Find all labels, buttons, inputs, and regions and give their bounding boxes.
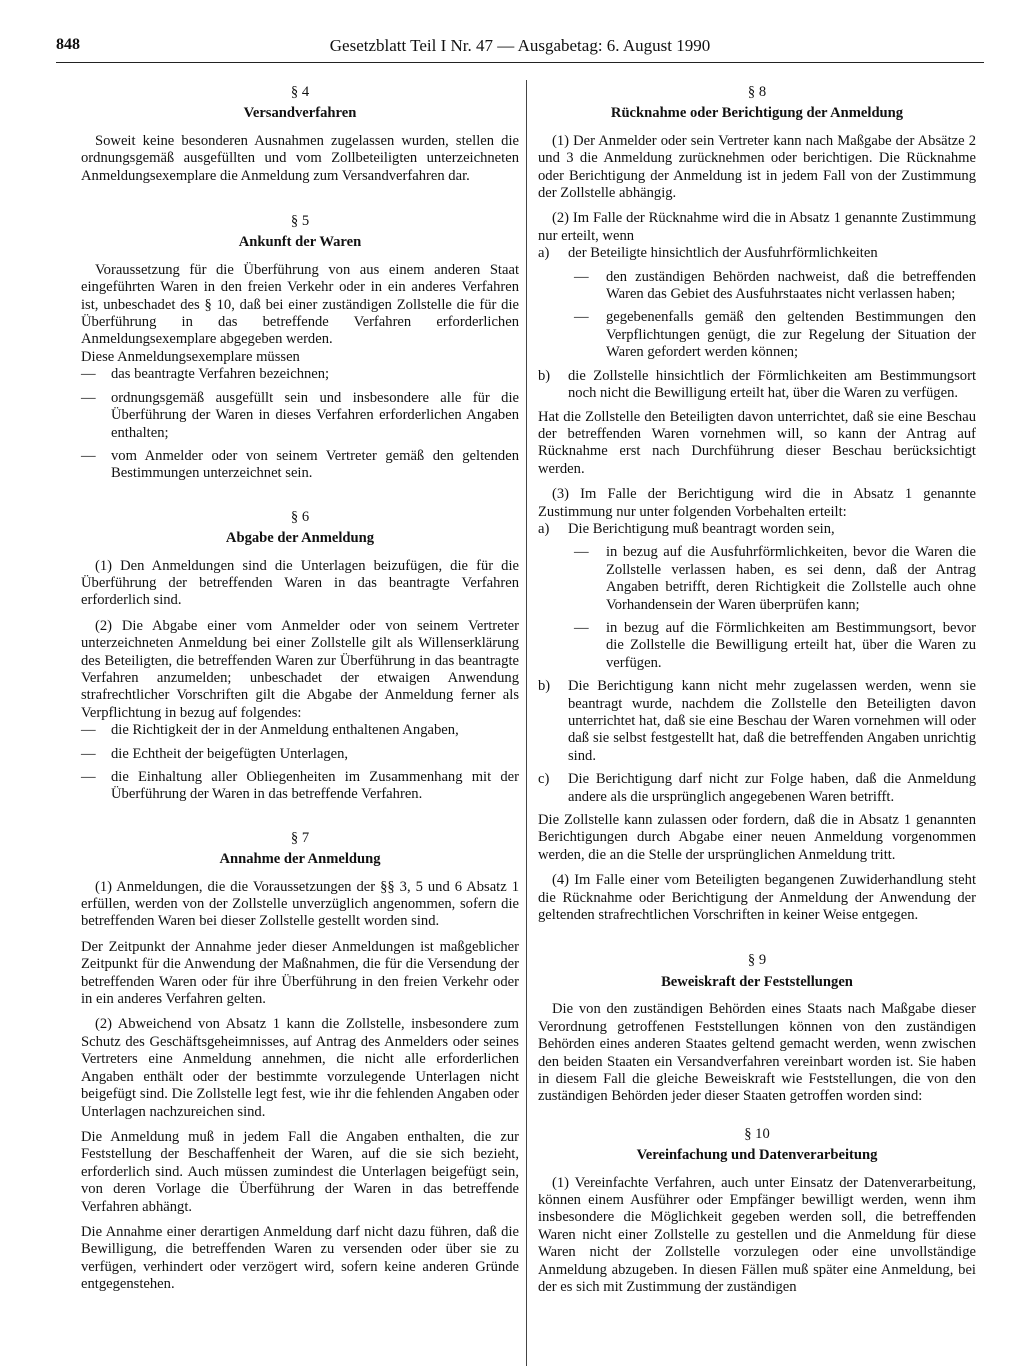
paragraph: Die Anmeldung muß in jedem Fall die Angaben enthalten, die zur Feststellung der Beschaffenheit der Waren, auf die sie sich bezieht, erforderlich sind. Auch müssen zumindest die Unterlagen beigefügt sein, von deren Vorlage die Überführung der Waren in das betreffende Verfahren abhängt.: [81, 1128, 519, 1215]
section-number: § 4: [290, 84, 310, 100]
paragraph: Voraussetzung für die Überführung von aus einem anderen Staat eingeführten Waren in den freien Verkehr oder in ein anderes Verfahren ist, unbeschadet des § 10, daß bei einer zuständigen Zollstelle die für die Überführung in das betreffende Verfahren erforderlichen Anmeldungsexemplare abgegeben werden.: [81, 261, 519, 348]
paragraph: Soweit keine besonderen Ausnahmen zugelassen wurden, stellen die ordnungsgemäß ausgefüllten und vom Zollbeteiligten unterzeichneten Anmeldungsexemplare die Anmeldung zum Versandverfahren dar.: [81, 132, 519, 184]
letter-marker: a): [538, 520, 550, 537]
dash-marker: —: [574, 268, 589, 285]
dash-marker: —: [81, 722, 96, 739]
section-title: Vereinfachung und Datenverarbeitung: [636, 1147, 878, 1164]
list-item-text: in bezug auf die Förmlichkeiten am Bestimmungsort, bevor die Zollstelle die Bewilligung erteilt hat, über die Waren zu verfügen.: [606, 619, 976, 671]
section-title: Ankunft der Waren: [238, 234, 362, 251]
section-title: Beweiskraft der Feststellungen: [661, 973, 853, 990]
list-item: [81, 769, 519, 804]
header-title: Gesetzblatt Teil I Nr. 47 — Ausgabetag: 6. August 1990: [329, 36, 711, 55]
paragraph: Die Zollstelle kann zulassen oder fordern, daß die in Absatz 1 genannten Berichtigungen durch Abgabe einer neuen Anmeldung vorgenommen werden, die an die Stelle der ursprünglichen Anmeldung tritt.: [538, 812, 976, 863]
paragraph: (3) Im Falle der Berichtigung wird die in Absatz 1 genannte Zustimmung nur unter folgenden Vorbehalten erteilt:: [538, 486, 976, 520]
paragraph: Die von den zuständigen Behörden eines Staats nach Maßgabe dieser Verordnung getroffenen Feststellungen können von den zuständigen Behörden eines anderen Staates geltend gemacht werden, wenn zwischen den beiden Staaten ein Versandverfahren vereinbart worden ist. Sie haben in diesem Fall die gleiche Beweiskraft wie Feststellungen, die von den zuständigen Behörden jeder dieser Staaten getroffen worden sind:: [538, 1001, 976, 1105]
paragraph: Diese Anmeldungsexemplare müssen: [81, 348, 300, 365]
section-title: Abgabe der Anmeldung: [225, 530, 375, 547]
letter-marker: b): [538, 678, 551, 695]
paragraph: Die Annahme einer derartigen Anmeldung darf nicht dazu führen, daß die Bewilligung, die betreffenden Waren zu versenden oder über sie zu verfügen, verhindert oder verzögert wird, sofern keine anderen Gründe entgegenstehen.: [81, 1223, 519, 1293]
dash-marker: —: [81, 745, 96, 762]
dash-marker: —: [574, 544, 589, 561]
list-item: [81, 366, 519, 383]
section-number: § 5: [290, 213, 310, 230]
right-column: [538, 84, 976, 1304]
list-item-text: die Einhaltung aller Obliegenheiten im Zusammenhang mit der Überführung der Waren in das betreffende Verfahren.: [111, 769, 519, 803]
dash-marker: —: [81, 389, 96, 406]
list-item-text: der Beteiligte hinsichtlich der Ausfuhrförmlichkeiten: [568, 245, 878, 262]
paragraph: (2) Abweichend von Absatz 1 kann die Zollstelle, insbesondere zum Schutz des Geschäftsgeheimnisses, auf Antrag des Anmelders oder seines Vertreters eine Anmeldung annehmen, die nicht alle erforderlichen Angaben enthält oder der bestimmte vorzulegende Unterlagen nicht beigefügt sind. Die Zollstelle legt fest, wie ihr die fehlenden Angaben oder Unterlagen nachzureichen sind.: [81, 1016, 519, 1120]
list-item: [538, 771, 976, 806]
list-item: [81, 390, 519, 442]
page-number: 848: [56, 36, 80, 53]
section-number: § 8: [747, 84, 767, 100]
paragraph: (1) Der Anmelder oder sein Vertreter kann nach Maßgabe der Absätze 2 und 3 die Anmeldung zurücknehmen oder berichtigen. Die Rücknahme oder Berichtigung der Anmeldung ist in jedem Fall von der Zustimmung der Zollstelle abhängig.: [538, 132, 976, 202]
list-item-text: die Echtheit der beigefügten Unterlagen,: [111, 745, 349, 762]
dash-marker: —: [81, 447, 96, 464]
column-divider: [526, 80, 527, 1366]
left-column: [81, 84, 519, 1302]
dash-marker: —: [574, 309, 589, 326]
list-item-text: Die Berichtigung muß beantragt worden sein,: [568, 520, 835, 537]
list-item: [538, 368, 976, 403]
letter-marker: b): [538, 367, 551, 384]
list-item: [81, 722, 519, 739]
list-item: [538, 245, 976, 262]
list-item-text: die Richtigkeit der in der Anmeldung enthaltenen Angaben,: [111, 722, 459, 739]
paragraph: (4) Im Falle einer vom Beteiligten begangenen Zuwiderhandlung steht die Rücknahme oder Berichtigung der Anmeldung der Anwendung der geltenden strafrechtlichen Vorschriften in keiner Weise entgegen.: [538, 872, 976, 924]
list-item-text: den zuständigen Behörden nachweist, daß die betreffenden Waren das Gebiet des Ausfuhrstaates nicht verlassen haben;: [606, 268, 976, 303]
paragraph: (2) Im Falle der Rücknahme wird die in Absatz 1 genannte Zustimmung nur erteilt, wenn: [538, 210, 976, 244]
section-number: § 9: [747, 952, 767, 969]
section-number: § 10: [744, 1125, 770, 1142]
list-item-text: die Zollstelle hinsichtlich der Förmlichkeiten am Bestimmungsort noch nicht die Bewilligung erteilt hat, über die Waren zu verfügen.: [568, 367, 976, 402]
section-title: Annahme der Anmeldung: [219, 851, 381, 868]
letter-marker: a): [538, 245, 550, 262]
list-item: [538, 678, 976, 765]
section-number: § 7: [290, 829, 310, 846]
list-item-text: ordnungsgemäß ausgefüllt sein und insbesondere alle für die Überführung der Waren in dieses Verfahren erforderlichen Angaben enthalten;: [111, 389, 519, 441]
paragraph: (1) Vereinfachte Verfahren, auch unter Einsatz der Datenverarbeitung, können einem Ausführer oder Empfänger bewilligt werden, wenn ihm insbesondere die Möglichkeit gegeben werden soll, die betreffenden Waren nicht einer Zollstelle zu gestellen und die Anmeldung für diese Waren nicht der Zollstelle vorzulegen oder eine unvollständige Anmeldung abzugeben. In diesen Fällen muß später eine Anmeldung, bei der es sich mit Zustimmung der zuständigen: [538, 1174, 976, 1295]
page-header: [56, 36, 984, 63]
list-item-text: Die Berichtigung darf nicht zur Folge haben, daß die Anmeldung andere als die ursprünglich angegebenen Waren betrifft.: [568, 771, 976, 805]
section-title: Rücknahme oder Berichtigung der Anmeldung: [610, 105, 904, 122]
paragraph: (1) Den Anmeldungen sind die Unterlagen beizufügen, die für die Überführung der betreffenden Waren in das beantragte Verfahren erforderlich sind.: [81, 557, 519, 609]
sub-list-item: [574, 620, 976, 672]
paragraph: Hat die Zollstelle den Beteiligten davon unterrichtet, daß sie eine Beschau der betreffenden Waren vornehmen will, so kann der Antrag auf Rücknahme erst nach Durchführung dieser Beschau berücksichtigt werden.: [538, 408, 976, 477]
dash-marker: —: [81, 769, 96, 785]
paragraph: Der Zeitpunkt der Annahme jeder dieser Anmeldungen ist maßgeblicher Zeitpunkt für die Anwendung der Maßnahmen, die für die Versendung der betreffenden Waren oder für ihre Überführung in den freien Verkehr oder in ein anderes Verfahren gelten.: [81, 938, 519, 1008]
list-item: [81, 746, 519, 763]
paragraph: (2) Die Abgabe einer vom Anmelder oder von seinem Vertreter unterzeichneten Anmeldung bei einer Zollstelle gilt als Willenserklärung des Beteiligten, die betreffenden Waren zur Überführung in das beantragte Verfahren anzumelden; unbeschadet der etwaigen Anwendung strafrechtlicher Vorschriften gilt die Abgabe der Anmeldung ferner als Verpflichtung in bezug auf folgendes:: [81, 617, 519, 721]
list-item-text: gegebenenfalls gemäß den geltenden Bestimmungen den Verpflichtungen genügt, die zur Regelung der Situation der Waren gefordert werden können;: [606, 309, 976, 361]
sub-list-item: [574, 269, 976, 304]
sub-list-item: [574, 544, 976, 614]
list-item-text: in bezug auf die Ausfuhrförmlichkeiten, bevor die Waren die Zollstelle verlassen haben, es sei denn, daß der Antrag Angaben betrifft, deren Richtigkeit die Zollstelle auch ohne Vorhandensein der Waren überprüfen kann;: [606, 544, 976, 613]
list-item: [81, 448, 519, 483]
paragraph: (1) Anmeldungen, die die Voraussetzungen der §§ 3, 5 und 6 Absatz 1 erfüllen, werden von der Zollstelle unverzüglich angenommen, sofern die betreffenden Waren bei dieser Zollstelle gestellt worden sind.: [81, 878, 519, 930]
list-item: [538, 521, 976, 538]
list-item-text: Die Berichtigung kann nicht mehr zugelassen werden, wenn sie beantragt wurde, nachdem die Zollstelle den Beteiligten davon unterrichtet hat, daß sie eine Beschau der Waren vornehmen will oder daß sie selbst festgestellt hat, daß die betreffenden Angaben unrichtig sind.: [568, 678, 976, 764]
list-item-text: das beantragte Verfahren bezeichnen;: [111, 366, 330, 383]
list-item-text: vom Anmelder oder von seinem Vertreter gemäß den geltenden Bestimmungen unterzeichnet sein.: [111, 447, 519, 482]
section-title: Versandverfahren: [243, 105, 357, 122]
dash-marker: —: [81, 366, 96, 383]
letter-marker: c): [538, 771, 550, 788]
sub-list-item: [574, 309, 976, 361]
section-number: § 6: [290, 508, 310, 525]
dash-marker: —: [574, 619, 589, 636]
